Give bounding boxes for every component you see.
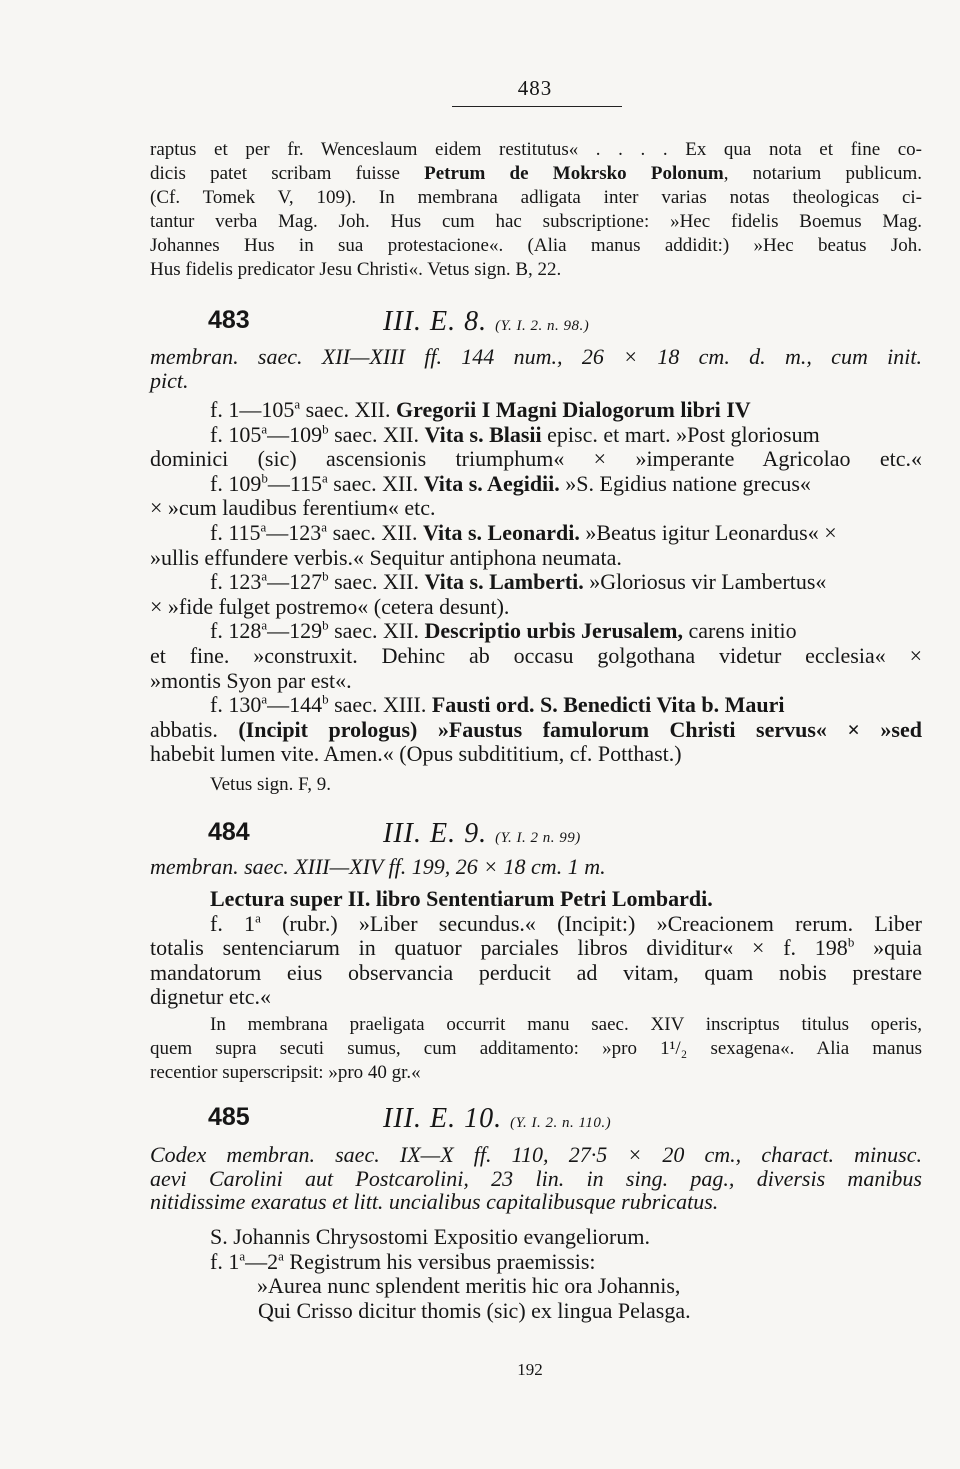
content-line: f. 1$^a$—2$^a$ Registrum his versibus praemissis: (210, 1248, 596, 1274)
content-line: f. 123$^a$—127$^b$ saec. XII. Vita s. Lamberti. »Gloriosus vir Lambertus« (210, 568, 827, 595)
description-line: membran. saec. XII—XIII ff. 144 num., 26 × 18 cm. d. m., cum init. (150, 344, 922, 369)
content-line: dignetur etc.« (150, 984, 271, 1010)
entry-title: S. Johannis Chrysostomi Expositio evangeliorum. (210, 1224, 650, 1249)
signature: III. E. 8. (383, 306, 488, 337)
verse-line: »Aurea nunc splendent meritis hic ora Johannis, (257, 1273, 681, 1299)
bottom-page-number: 192 (517, 1360, 543, 1379)
content-line: f. 105$^a$—109$^b$ saec. XII. Vita s. Blasii episc. et mart. »Post gloriosum (210, 421, 820, 447)
entry-header-483 (150, 306, 922, 346)
entry-note-484 (150, 1013, 922, 1085)
entry-content-485 (150, 1225, 922, 1323)
entry-number: 483 (208, 306, 250, 334)
content-line: »ullis effundere verbis.« Sequitur antiphona neumata. (150, 544, 622, 570)
old-signature: (Y. I. 2. n. 110.) (510, 1115, 612, 1131)
entry-number: 485 (208, 1103, 250, 1131)
text-line: Hus fidelis predicator Jesu Christi«. Vetus sign. B, 22. (150, 259, 562, 280)
content-line: f. 115$^a$—123$^a$ saec. XII. Vita s. Leonardi. »Beatus igitur Leonardus« × (210, 519, 837, 545)
note-line: In membrana praeligata occurrit manu saec. XIV inscriptus titulus operis, (210, 1014, 922, 1035)
content-line: »montis Syon par est«. (150, 667, 352, 693)
content-line: habebit lumen vite. Amen.« (Opus subdititium, cf. Potthast.) (150, 741, 682, 767)
content-line: mandatorum eius observancia perducit ad vitam, quam nobis prestare (150, 959, 922, 985)
content-line: × »fide fulget postremo« (cetera desunt). (150, 593, 510, 619)
vetus-sign-483: Vetus sign. F, 9. (210, 774, 331, 795)
shelf-mark (383, 1103, 611, 1135)
header-rule (452, 106, 622, 107)
description-line: membran. saec. XIII—XIV ff. 199, 26 × 18 cm. 1 m. (150, 854, 606, 879)
entry-header-484 (150, 818, 922, 858)
entry-description-484 (150, 855, 922, 879)
content-line: totalis sentenciarum in quatuor parciales libros dividitur« × f. 198$^b$ »quia (150, 934, 922, 961)
description-line: pict. (150, 367, 189, 393)
text-line: (Cf. Tomek V, 109). In membrana adligata inter varias notas theologicas ci- (150, 187, 922, 208)
entry-number: 484 (208, 818, 250, 846)
description-line: nitidissime exaratus et litt. uncialibus capitalibusque rubricatus. (150, 1189, 719, 1214)
content-line: f. 130$^a$—144$^b$ saec. XIII. Fausti ord. S. Benedicti Vita b. Mauri (210, 691, 785, 718)
content-line: dominici (sic) ascensionis triumphum« × »imperante Agricolao etc.« (150, 446, 922, 472)
entry-content-483 (150, 398, 922, 767)
text-line: raptus et per fr. Wenceslaum eidem restitutus« . . . . Ex qua nota et fine co- (150, 139, 922, 160)
content-line: f. 128$^a$—129$^b$ saec. XII. Descriptio urbis Jerusalem, carens initio (210, 618, 797, 644)
old-signature: (Y. I. 2 n. 99) (495, 830, 581, 846)
intro-paragraph (150, 138, 922, 282)
entry-title (150, 887, 922, 912)
entry-description-485 (150, 1143, 922, 1214)
content-line: f. 1—105$^a$ saec. XII. Gregorii I Magni Dialogorum libri IV (210, 396, 751, 422)
text-line: Johannes Hus in sua protestacione«. (Alia manus addidit:) »Hec beatus Joh. (150, 235, 922, 256)
description-line: Codex membran. saec. IX—X ff. 110, 27·5 × 20 cm., charact. minusc. (150, 1142, 922, 1167)
note-line: quem supra secuti sumus, cum additamento: »pro 1¹/₂ sexagena«. Alia manus (150, 1038, 922, 1059)
shelf-mark (383, 306, 589, 338)
content-line: f. 109$^b$—115$^a$ saec. XII. Vita s. Aegidii. »S. Egidius natione grecus« (210, 470, 811, 496)
entry-content-484 (150, 887, 922, 1010)
old-signature: (Y. I. 2. n. 98.) (495, 318, 590, 334)
page-number: 483 (517, 76, 553, 100)
content-line: f. 1$^a$ (rubr.) »Liber secundus.« (Incipit:) »Creacionem rerum. Liber (210, 910, 923, 936)
content-line: abbatis. (Incipit prologus) »Faustus famulorum Christi servus« × »sed (150, 716, 922, 742)
note-line: recentior superscripsit: »pro 40 gr.« (150, 1062, 421, 1083)
content-line: × »cum laudibus ferentium« etc. (150, 495, 436, 521)
title-text: Lectura super II. libro Sententiarum Petri Lombardi. (210, 886, 713, 911)
content-line: et fine. »construxit. Dehinc ab occasu golgothana videtur ecclesia« × (150, 642, 922, 668)
signature: III. E. 10. (383, 1103, 503, 1134)
shelf-mark (383, 818, 581, 850)
entry-description-483 (150, 345, 922, 392)
entry-header-485 (150, 1103, 922, 1143)
verse-line: Qui Crisso dicitur thomis (sic) ex lingua Pelasga. (258, 1297, 691, 1323)
text-line: dicis patet scribam fuisse Petrum de Mokrsko Polonum, notarium publicum. (150, 163, 923, 184)
signature: III. E. 9. (383, 818, 488, 849)
description-line: aevi Carolini aut Postcarolini, 23 lin. in sing. pag., diversis manibus (150, 1165, 922, 1191)
text-line: tantur verba Mag. Joh. Hus cum hac subscriptione: »Hec fidelis Boemus Mag. (150, 211, 922, 232)
